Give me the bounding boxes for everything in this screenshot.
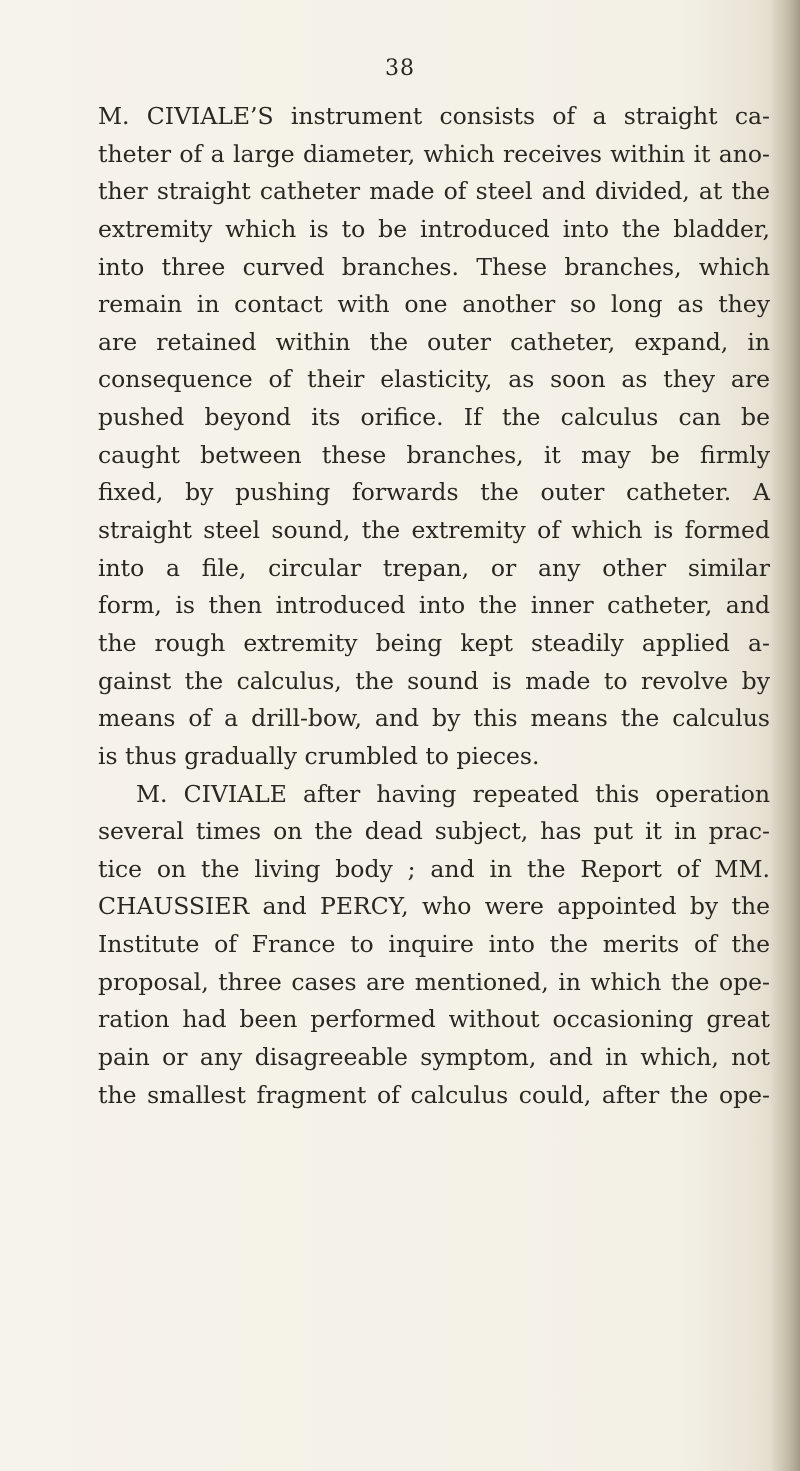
- text-line: ration had been performed without occasioning great: [98, 1005, 770, 1034]
- text-line: consequence of their elasticity, as soon as they are: [98, 365, 770, 394]
- text-line: are retained within the outer catheter, expand, in: [98, 327, 770, 356]
- text-line: tice on the living body ; and in the Report of MM.: [98, 854, 770, 883]
- page-number: 38: [385, 56, 415, 81]
- text-line: pushed beyond its orifice. If the calculus can be: [98, 403, 770, 432]
- text-line: remain in contact with one another so long as they: [98, 290, 770, 319]
- text-line: several times on the dead subject, has put it in prac-: [98, 817, 770, 846]
- text-line: pain or any disagreeable symptom, and in which, not: [98, 1043, 770, 1072]
- page-edge-shadow: [770, 0, 800, 1471]
- text-line: M. CIVIALE’S instrument consists of a straight ca-: [98, 102, 770, 130]
- text-line: straight steel sound, the extremity of which is formed: [98, 516, 770, 545]
- body-text: [98, 98, 770, 1114]
- text-line: means of a drill-bow, and by this means the calculus: [98, 704, 770, 733]
- text-line: M. CIVIALE after having repeated this operation: [136, 779, 770, 808]
- text-line: into three curved branches. These branches, which: [98, 252, 770, 281]
- text-line: CHAUSSIER and PERCY, who were appointed by the: [98, 892, 770, 921]
- text-line: theter of a large diameter, which receives within it ano-: [98, 139, 770, 168]
- text-line: Institute of France to inquire into the merits of the: [98, 930, 770, 959]
- text-line: the smallest fragment of calculus could, after the ope-: [98, 1080, 770, 1109]
- text-line: form, is then introduced into the inner catheter, and: [98, 591, 770, 620]
- text-line: proposal, three cases are mentioned, in which the ope-: [98, 967, 770, 996]
- text-line: the rough extremity being kept steadily applied a-: [98, 628, 770, 657]
- text-line: into a file, circular trepan, or any other similar: [98, 553, 770, 582]
- text-line: gainst the calculus, the sound is made to revolve by: [98, 666, 770, 695]
- text-line: ther straight catheter made of steel and divided, at the: [98, 177, 770, 206]
- text-line: is thus gradually crumbled to pieces.: [98, 741, 540, 770]
- text-line: fixed, by pushing forwards the outer catheter. A: [98, 478, 770, 507]
- text-line: extremity which is to be introduced into the bladder,: [98, 214, 770, 243]
- text-line: caught between these branches, it may be firmly: [98, 440, 770, 469]
